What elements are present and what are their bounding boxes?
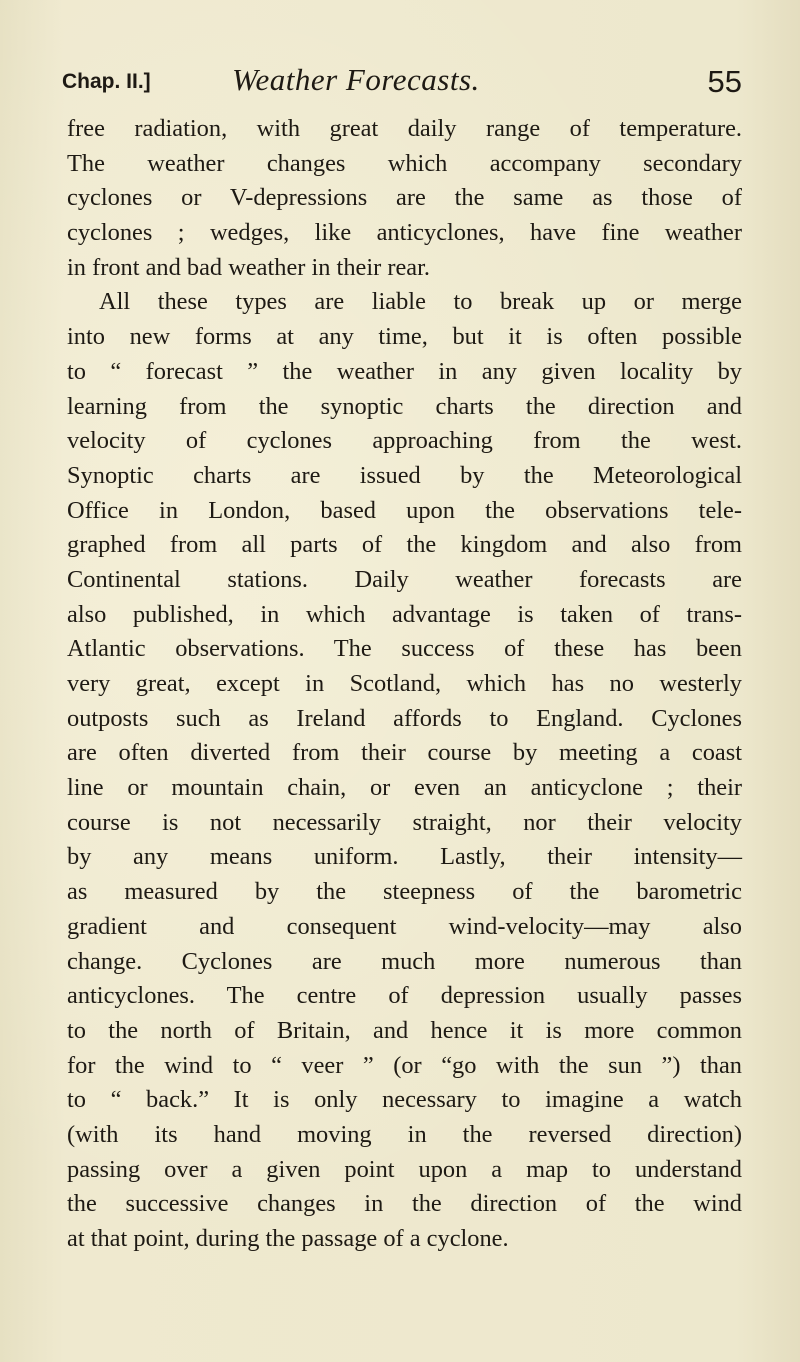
text-line: free radiation, with great daily range of temperature.	[67, 115, 742, 142]
running-title: Weather Forecasts.	[232, 62, 480, 97]
text-line: for the wind to “ veer ” (or “go with the sun ”) than	[67, 1051, 742, 1079]
text-line: Synoptic charts are issued by the Meteorological	[67, 461, 742, 489]
text-line: change. Cyclones are much more numerous than	[67, 947, 742, 975]
text-line: very great, except in Scotland, which has no westerly	[67, 670, 742, 697]
text-line: gradient and consequent wind-velocity—may also	[67, 912, 742, 940]
paragraph-start-line: All these types are liable to break up or merge	[99, 288, 742, 316]
text-line: cyclones or V-depressions are the same as those of	[67, 184, 742, 212]
text-line: line or mountain chain, or even an anticyclone ; their	[67, 774, 742, 802]
text-line: cyclones ; wedges, like anticyclones, have fine weather	[67, 219, 742, 247]
text-line: anticyclones. The centre of depression usually passes	[67, 982, 742, 1010]
page-number: 55	[707, 64, 742, 99]
text-line: as measured by the steepness of the barometric	[67, 878, 742, 906]
text-line: to “ forecast ” the weather in any given locality by	[67, 357, 742, 385]
text-line: Continental stations. Daily weather forecasts are	[67, 565, 742, 593]
text-line: graphed from all parts of the kingdom and also from	[67, 531, 742, 559]
text-line: outposts such as Ireland affords to England. Cyclones	[67, 704, 742, 732]
text-line: velocity of cyclones approaching from the west.	[67, 427, 742, 455]
body-text	[67, 112, 742, 1257]
text-line: the successive changes in the direction of the wind	[67, 1190, 742, 1218]
text-line: (with its hand moving in the reversed direction)	[67, 1120, 742, 1148]
chapter-label: Chap. II.]	[62, 70, 151, 93]
text-line: passing over a given point upon a map to understand	[67, 1155, 742, 1183]
text-line: in front and bad weather in their rear.	[67, 253, 431, 281]
text-line: at that point, during the passage of a cyclone.	[67, 1225, 509, 1252]
text-line: by any means uniform. Lastly, their intensity—	[67, 843, 742, 871]
text-line: are often diverted from their course by meeting a coast	[67, 739, 742, 767]
text-line: Atlantic observations. The success of these has been	[67, 635, 742, 663]
text-line: Office in London, based upon the observations tele-	[67, 496, 742, 524]
text-line: also published, in which advantage is taken of trans-	[67, 600, 742, 628]
text-line: into new forms at any time, but it is often possible	[67, 323, 742, 351]
text-line: course is not necessarily straight, nor their velocity	[67, 808, 742, 836]
text-line: The weather changes which accompany secondary	[67, 149, 742, 177]
text-line: learning from the synoptic charts the direction and	[67, 392, 742, 420]
text-line: to the north of Britain, and hence it is more common	[67, 1016, 742, 1044]
running-header	[62, 62, 742, 110]
text-line: to “ back.” It is only necessary to imagine a watch	[67, 1086, 742, 1114]
